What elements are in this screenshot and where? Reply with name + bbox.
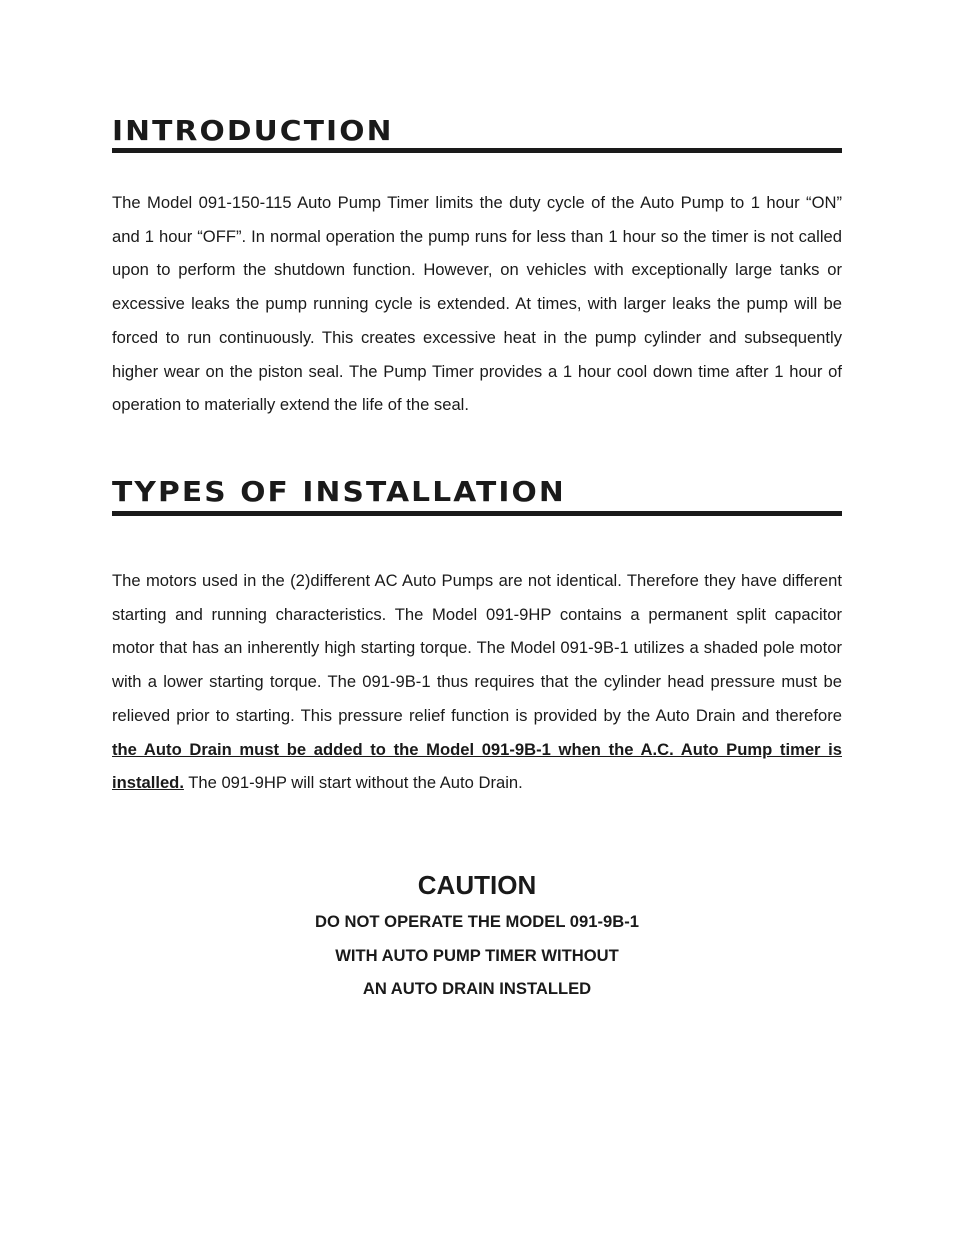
introduction-heading: INTRODUCTION	[112, 114, 394, 147]
introduction-rule	[112, 148, 842, 153]
introduction-paragraph: The Model 091-150-115 Auto Pump Timer limits the duty cycle of the Auto Pump to 1 hour “ON” and 1 hour “OFF”. In normal operation the pump runs for less than 1 hour so the timer is not called upon to perform the shutdown function. However, on vehicles with exceptionally large tanks or excessive leaks the pump running cycle is extended. At times, with larger leaks the pump will be forced to run continuously. This creates excessive heat in the pump cylinder and subsequently higher wear on the piston seal. The Pump Timer provides a 1 hour cool down time after 1 hour of operation to materially extend the life of the seal.	[112, 193, 842, 415]
installation-heading: TYPES OF INSTALLATION	[112, 475, 566, 508]
installation-paragraph	[112, 564, 842, 800]
caution-line-1: DO NOT OPERATE THE MODEL 091-9B-1	[315, 912, 639, 931]
caution-line-2: WITH AUTO PUMP TIMER WITHOUT	[335, 946, 619, 965]
installation-rule	[112, 511, 842, 516]
auto-drain-requirement: the Auto Drain must be added to the Model 091-9B-1 when the A.C. Auto Pump timer is installed.	[112, 739, 842, 793]
caution-line-3: AN AUTO DRAIN INSTALLED	[362, 979, 592, 998]
installation-text-part2: The 091-9HP will start without the Auto Drain.	[183, 773, 523, 793]
installation-text-part1: The motors used in the (2)different AC Auto Pumps are not identical. Therefore they have different starting and running characteristics. The Model 091-9HP contains a permanent split capacitor motor that has an inherently high starting torque. The Model 091-9B-1 utilizes a shaded pole motor with a lower starting torque. The 091-9B-1 thus requires that the cylinder head pressure must be relieved prior to starting. This pressure relief function is provided by the Auto Drain and therefore	[112, 571, 842, 725]
caution-title: CAUTION	[417, 870, 537, 900]
